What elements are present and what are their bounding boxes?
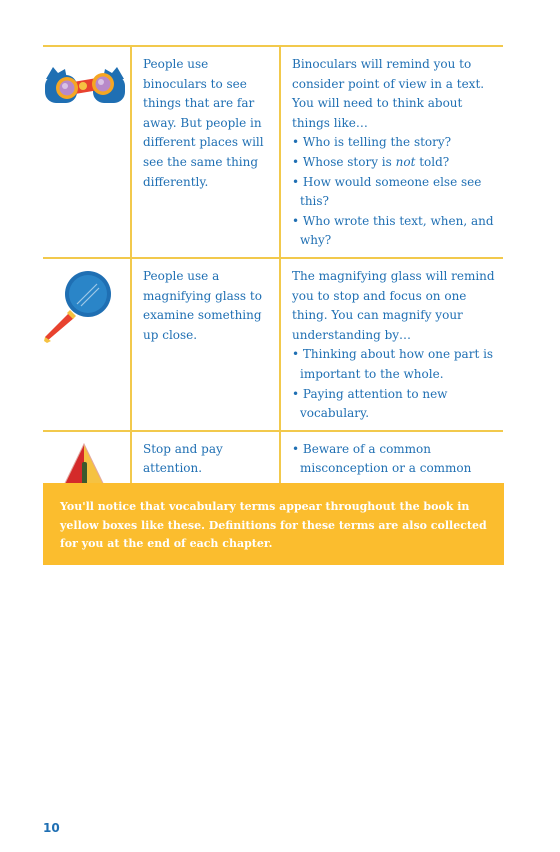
explanation-intro: Binoculars will remind you to consider point of view in a text. You will need to think about things like… xyxy=(292,57,485,130)
bullet-text: Whose story is xyxy=(302,154,396,169)
icon-description: People use binoculars to see things that are far away. But people in different places will see the same thing differently. xyxy=(131,46,280,258)
bullet-item xyxy=(292,173,497,212)
bullet-item xyxy=(292,212,497,251)
bullet-emphasis: not xyxy=(395,154,416,169)
bullet-item xyxy=(292,153,497,173)
explanation-intro: The magnifying glass will remind you to stop and focus on one thing. You can magnify your understanding by… xyxy=(292,268,495,342)
page-number: 10 xyxy=(43,821,60,835)
bullet-list xyxy=(292,133,497,251)
icon-description: Stop and pay attention. xyxy=(131,431,280,550)
icon-explanation xyxy=(280,46,503,258)
icon-cell xyxy=(43,46,131,258)
bullet-text: Paying attention to new vocabulary. xyxy=(300,386,448,421)
icon-legend-table xyxy=(43,45,503,551)
table-row xyxy=(43,258,503,431)
bullet-text: Who is telling the story? xyxy=(302,135,452,150)
bullet-item xyxy=(292,133,497,153)
bullet-text: Beware of a common misconception or a common xyxy=(300,441,472,476)
table-row xyxy=(43,46,503,258)
bullet-text: Thinking about how one part is important to the whole. xyxy=(300,347,494,381)
bullet-text: How would someone else see this? xyxy=(300,174,482,209)
bullet-list xyxy=(292,345,497,423)
icon-cell xyxy=(43,258,131,431)
magnifying-glass-icon xyxy=(43,259,130,430)
bullet-item xyxy=(292,385,497,424)
icon-description: People use a magnifying glass to examine something up close. xyxy=(131,258,280,431)
vocabulary-note-box: You'll notice that vocabulary terms appear throughout the book in yellow boxes like these. Definitions for these terms are also collected for you at the end of each chapter. xyxy=(43,483,504,565)
bullet-text: Who wrote this text, when, and why? xyxy=(300,213,494,248)
bullet-text-end: told? xyxy=(415,154,450,169)
icon-explanation xyxy=(280,258,503,431)
bullet-item xyxy=(292,345,497,384)
binoculars-icon xyxy=(43,47,130,257)
